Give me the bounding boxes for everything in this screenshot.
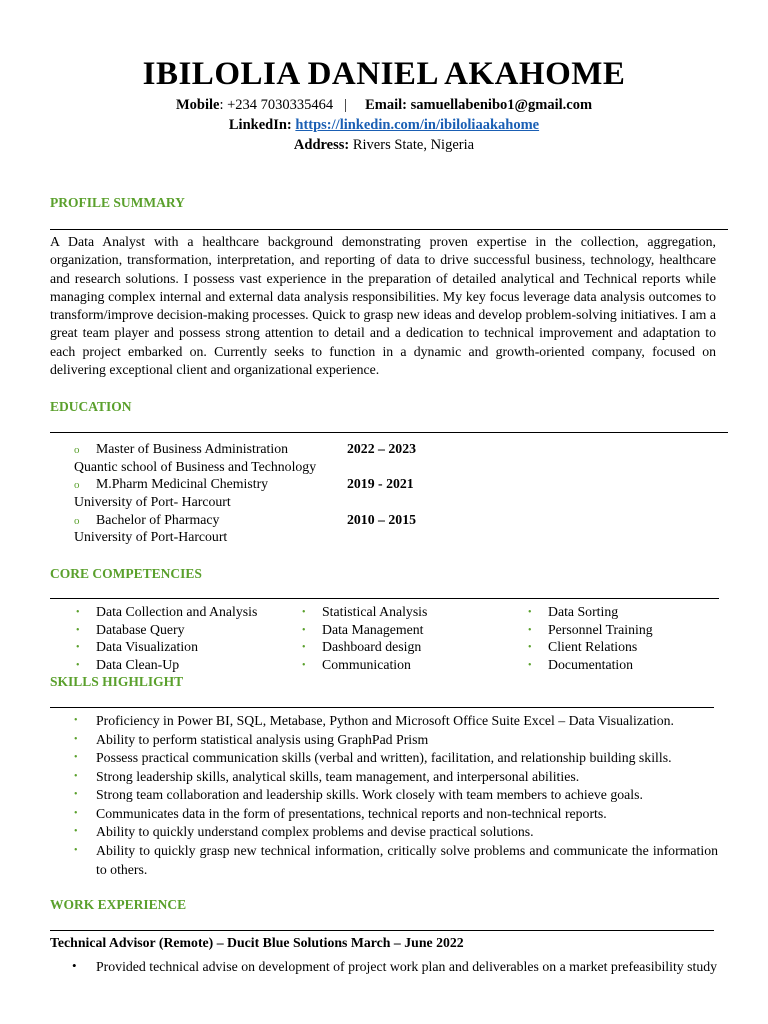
edu-degree: Bachelor of Pharmacy	[96, 512, 220, 527]
section-divider	[50, 707, 714, 708]
skill-bullet: •	[74, 826, 78, 837]
edu-school: University of Port- Harcourt	[74, 494, 231, 509]
address-line	[0, 137, 768, 154]
skill-item: Communicates data in the form of presentations, technical reports and non-technical reports.	[96, 806, 607, 821]
competency-item: Client Relations	[548, 639, 638, 654]
skill-item: Proficiency in Power BI, SQL, Metabase, Python and Microsoft Office Suite Excel – Data Visualization.	[96, 713, 675, 728]
competency-item: Database Query	[96, 622, 185, 637]
competency-bullet: •	[528, 607, 532, 618]
competency-bullet: •	[302, 625, 306, 636]
competency-bullet: •	[302, 660, 306, 671]
skill-bullet: •	[74, 715, 78, 726]
competency-bullet: •	[528, 642, 532, 653]
edu-degree: M.Pharm Medicinal Chemistry	[96, 476, 269, 491]
competency-item: Data Sorting	[548, 604, 619, 619]
competency-item: Data Management	[322, 622, 424, 637]
core-competencies-heading: CORE COMPETENCIES	[50, 566, 202, 581]
competency-bullet: •	[528, 660, 532, 671]
edu-years: 2022 – 2023	[347, 441, 416, 456]
section-divider	[50, 930, 714, 931]
edu-bullet: o	[74, 444, 80, 456]
skill-item: Ability to quickly understand complex problems and devise practical solutions.	[96, 824, 534, 839]
competency-bullet: •	[76, 660, 80, 671]
edu-school: University of Port-Harcourt	[74, 529, 228, 544]
section-divider	[50, 432, 728, 433]
profile-summary-heading: PROFILE SUMMARY	[50, 195, 185, 210]
job-title: Technical Advisor (Remote) – Ducit Blue Solutions March – June 2022	[50, 935, 464, 950]
contact-line	[0, 97, 768, 114]
edu-school: Quantic school of Business and Technology	[74, 459, 317, 474]
competency-bullet: •	[76, 607, 80, 618]
edu-bullet: o	[74, 479, 80, 491]
competency-item: Documentation	[548, 657, 634, 672]
edu-years: 2019 - 2021	[347, 476, 414, 491]
skill-item: Strong leadership skills, analytical skills, team management, and interpersonal abilities.	[96, 769, 580, 784]
linkedin-label: LinkedIn:	[228, 117, 292, 133]
competency-bullet: •	[528, 625, 532, 636]
skill-item: Ability to quickly grasp new technical information, critically solve problems and communicate the information to others.	[96, 843, 718, 877]
competency-item: Data Collection and Analysis	[96, 604, 258, 619]
education-heading: EDUCATION	[50, 399, 132, 414]
email-value: samuellabenibo1@gmail.com	[410, 97, 593, 113]
email-label: Email:	[365, 97, 407, 113]
contact-separator: |	[344, 97, 347, 113]
skill-bullet: •	[74, 789, 78, 800]
competency-item: Data Visualization	[96, 639, 198, 654]
skill-bullet: •	[74, 752, 78, 763]
competency-item: Communication	[322, 657, 411, 672]
section-divider	[50, 598, 719, 599]
linkedin-line	[0, 117, 768, 134]
profile-summary-text: A Data Analyst with a healthcare background demonstrating proven expertise in the collection, aggregation, organization, transformation, interpretation, and reporting of data to drive successful business, technology, healthcare and research solutions. I possess vast experience in the preparation of detailed analytical and Technical reports while managing complex internal and external data analysis responsibilities. My key focus leverage data analysis outcomes to transform/improve decision-making processes. Quick to grasp new ideas and develop problem-solving initiatives. I am a great team player and possess strong attention to detail and a dedication to technical improvement and adaptation to each project embarked on. Currently seeks to function in a dynamic and growth-oriented company, focused on delivering exceptional client and organizational experience.	[50, 234, 716, 378]
skill-bullet: •	[74, 808, 78, 819]
skill-bullet: •	[74, 734, 78, 745]
edu-years: 2010 – 2015	[347, 512, 416, 527]
competency-item: Dashboard design	[322, 639, 422, 654]
edu-bullet: o	[74, 515, 80, 527]
mobile-label: Mobile	[175, 97, 220, 113]
mobile-number: : +234 7030335464	[219, 97, 334, 113]
linkedin-link[interactable]: https://linkedin.com/in/ibiloliaakahome	[295, 117, 540, 133]
address-value: Rivers State, Nigeria	[352, 137, 475, 153]
edu-degree: Master of Business Administration	[96, 441, 288, 456]
address-label: Address:	[293, 137, 350, 153]
skill-bullet: •	[74, 845, 78, 856]
skill-item: Possess practical communication skills (verbal and written), facilitation, and relationship building skills.	[96, 750, 672, 765]
skill-item: Strong team collaboration and leadership skills. Work closely with team members to achieve goals.	[96, 787, 643, 802]
work-bullet: •	[72, 958, 77, 973]
competency-item: Statistical Analysis	[322, 604, 428, 619]
candidate-name: IBILOLIA DANIEL AKAHOME	[142, 56, 626, 92]
competency-bullet: •	[302, 607, 306, 618]
competency-item: Data Clean-Up	[96, 657, 180, 672]
competency-item: Personnel Training	[548, 622, 653, 637]
work-bullet-text: Provided technical advise on development of project work plan and deliverables on a market prefeasibility study	[96, 959, 718, 974]
section-divider	[50, 229, 728, 230]
skill-bullet: •	[74, 771, 78, 782]
competency-bullet: •	[76, 625, 80, 636]
skill-item: Ability to perform statistical analysis using GraphPad Prism	[96, 732, 429, 747]
skills-highlight-heading: SKILLS HIGHLIGHT	[50, 674, 184, 689]
competency-bullet: •	[302, 642, 306, 653]
competency-bullet: •	[76, 642, 80, 653]
work-experience-heading: WORK EXPERIENCE	[50, 897, 187, 912]
